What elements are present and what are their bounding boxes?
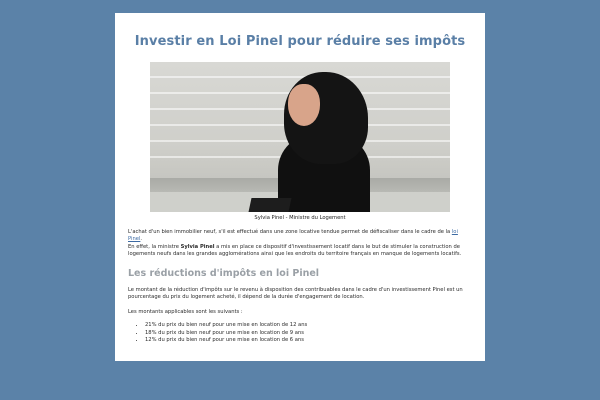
list-item: • 21% du prix du bien neuf pour une mise en location de 12 ans	[145, 322, 472, 330]
section-paragraph: Le montant de la réduction d'impôts sur le revenu à disposition des contribuables dans le cadre d'un investissement Pinel est un pourcentage du prix du logement acheté, il dépend de la durée d'engagement de location.	[128, 287, 463, 301]
article-card	[115, 13, 485, 361]
page-title: Investir en Loi Pinel pour réduire ses impôts	[134, 34, 466, 49]
context-text-end: a mis en place ce dispositif d'investissement locatif dans le but de stimuler la construction de logements neufs dans les grandes agglomérations ainsi que les endroits du territoire français en manque de logements locatifs.	[128, 243, 462, 257]
context-paragraph	[128, 244, 472, 259]
minister-photo	[150, 62, 450, 212]
context-text-start: En effet, la ministre	[128, 243, 181, 250]
loi-pinel-link[interactable]: loi Pinel	[128, 229, 458, 243]
amounts-intro: Les montants applicables sont les suivants :	[128, 308, 243, 315]
minister-name: Sylvia Pinel	[180, 243, 215, 250]
list-item: • 12% du prix du bien neuf pour une mise en location de 6 ans	[145, 337, 472, 345]
section-title: Les réductions d'impôts en loi Pinel	[128, 268, 320, 280]
intro-text-start: L'achat d'un bien immobilier neuf, s'il est effectué dans une zone locative tendue permet de défiscaliser dans le cadre de la	[128, 229, 452, 235]
intro-text-end: .	[140, 236, 143, 243]
amounts-list	[128, 322, 472, 345]
intro-paragraph	[128, 229, 472, 244]
photo-caption: Sylvia Pinel - Ministre du Logement	[254, 215, 346, 221]
list-item: • 18% du prix du bien neuf pour une mise en location de 9 ans	[145, 330, 472, 338]
